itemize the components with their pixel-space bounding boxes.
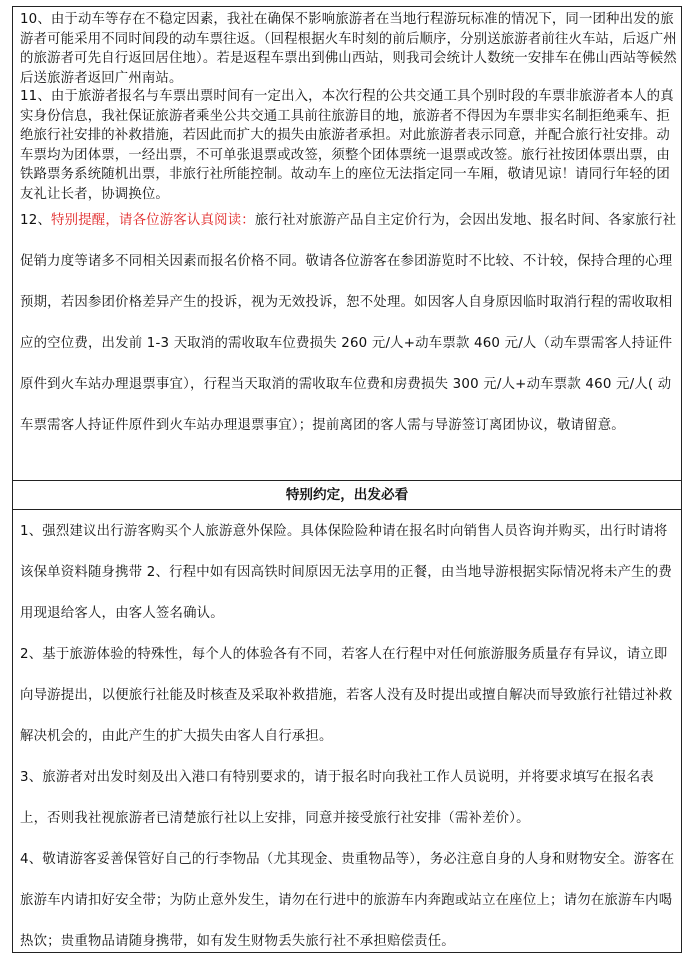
agreement-item-4: 4、敬请游客妥善保管好自己的行李物品（尤其现金、贵重物品等），务必注意自身的人身和财物安全。游客在旅游车内请扣好安全带；为防止意外发生，请勿在行进中的旅游车内奔跑或站立在座位上；请勿在旅游车内喝热饮；贵重物品请随身携带，如有发生财物丢失旅行社不承担赔偿责任。: [20, 852, 675, 949]
special-agreement-section: [12, 480, 682, 953]
agreement-item-2: 2、基于旅游体验的特殊性，每个人的体验各有不同，若客人在行程中对任何旅游服务质量存有异议，请立即向导游提出，以便旅行社能及时核查及采取补救措施，若客人没有及时提出或擅自解决而导致旅行社错过补救解决机会的，由此产生的扩大损失由客人自行承担。: [20, 647, 673, 744]
note-10: 10、由于动车等存在不稳定因素，我社在确保不影响旅游者在当地行程游玩标准的情况下，同一团种出发的旅游者可能采用不同时间段的动车票往返。（回程根据火车时刻的前后顺序，分别送旅游者前往火车站，后返广州的旅游者可先自行返回居住地）。若是返程车票出到佛山西站，则我司会统计人数统一安排车在佛山西站等候然后送旅游者返回广州南站。: [20, 12, 677, 86]
agreement-item-1: 1、强烈建议出行游客购买个人旅游意外保险。具体保险险种请在报名时向销售人员咨询并购买，出行时请将该保单资料随身携带 2、行程中如有因高铁时间原因无法享用的正餐，由当地导游根据实际情况将未产生的费用现退给客人，由客人签名确认。: [20, 524, 672, 621]
notes-section: [12, 6, 682, 481]
section-title: 特别约定，出发必看: [13, 481, 681, 510]
agreement-item-3: 3、旅游者对出发时刻及出入港口有特别要求的，请于报名时向我社工作人员说明，并将要求填写在报名表上，否则我社视旅游者已清楚旅行社以上安排，同意并接受旅行社安排（需补差价）。: [20, 770, 654, 826]
note-12-body: 旅行社对旅游产品自主定价行为，会因出发地、报名时间、各家旅行社促销力度等诸多不同相关因素而报名价格不同。敬请各位游客在参团游览时不比较、不计较，保持合理的心理预期，若因参团价格差异产生的投诉，视为无效投诉，恕不处理。如因客人自身原因临时取消行程的需收取相应的空位费，出发前 1-3 天取消的需收取车位费损失 260 元/人+动车票款 460 元/人（动车票需客人持证件原件到火车站办理退票事宜），行程当天取消的需收取车位费和房费损失 300 元/人+动车票款 460 元/人( 动车票需客人持证件原件到火车站办理退票事宜）；提前离团的客人需与导游签订离团协议，敬请留意。: [20, 213, 677, 433]
note-11: 11、由于旅游者报名与车票出票时间有一定出入，本次行程的公共交通工具个别时段的车票非旅游者本人的真实身份信息，我社保证旅游者乘坐公共交通工具前往旅游目的地，旅游者不得因为车票非实名制拒绝乘车、拒绝旅行社安排的补救措施，若因此而扩大的损失由旅游者承担。对此旅游者表示同意，并配合旅行社安排。动车票均为团体票，一经出票，不可单张退票或改签，须整个团体票统一退票或改签。旅行社按团体票出票，由铁路票务系统随机出票，非旅行社所能控制。故动车上的座位无法指定同一车厢，敬请见谅！请同行年轻的团友礼让长者，协调换位。: [20, 89, 674, 202]
note-12: [20, 200, 680, 446]
note-12-number: 12、: [20, 213, 52, 228]
special-reminder: 特别提醒，请各位游客认真阅读：: [51, 213, 255, 228]
